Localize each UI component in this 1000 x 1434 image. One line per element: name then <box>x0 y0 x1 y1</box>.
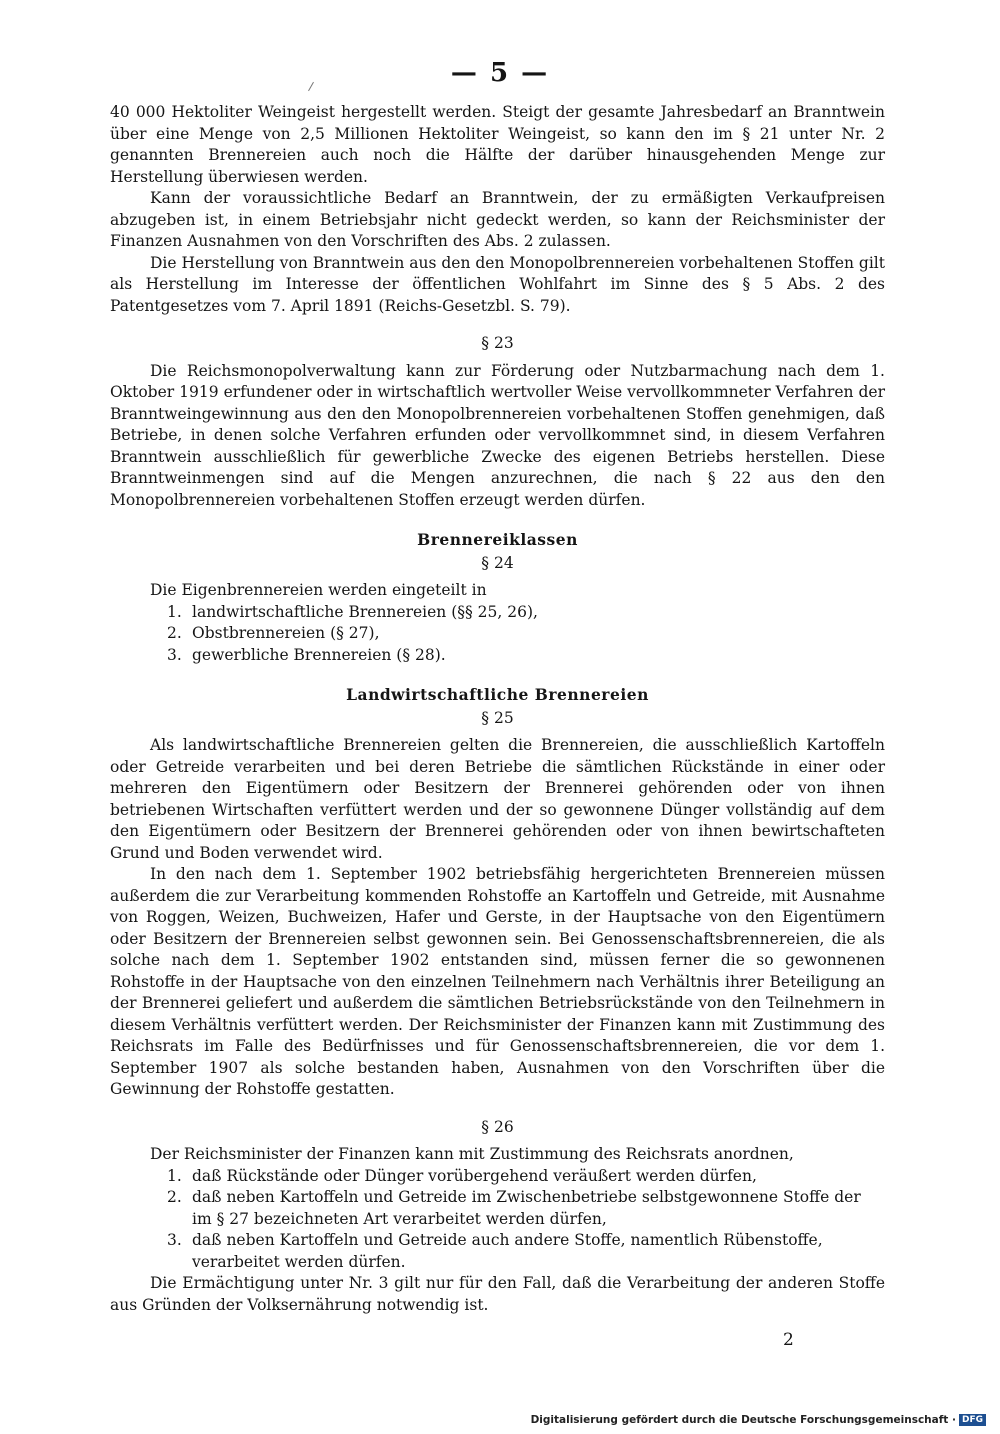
section-26-intro: Der Reichsminister der Finanzen kann mit Zustimmung des Reichsrats anordnen, <box>150 1145 794 1163</box>
section-24-list <box>110 602 885 667</box>
list-item: 2. daß neben Kartoffeln und Getreide im Zwischenbetriebe selbstgewonnene Stoffe der im § 27 bezeichneten Art verarbeitet werden dürfen, <box>167 1188 861 1228</box>
section-25-paragraph-2: In den nach dem 1. September 1902 betriebsfähig hergerichteten Brennereien müssen außerdem die zur Verarbeitung kommenden Rohstoffe an Kartoffeln und Getreide, mit Ausnahme von Roggen, Weizen, Buchweizen, Hafer und Gerste, in der Hauptsache von den Eigentümern oder Besitzern der Brennereien selbst gewonnen sein. Bei Genossenschaftsbrennereien, die als solche nach dem 1. September 1902 entstanden sind, müssen ferner die so gewonnenen Rohstoffe in der Hauptsache von den einzelnen Teilnehmern nach Verhältnis ihrer Beteiligung an der Brennerei geliefert und außerdem die sämtlichen Betriebsrückstände von den Teilnehmern in diesem Verhältnis verfüttert werden. Der Reichsminister der Finanzen kann mit Zustimmung des Reichsrats im Falle des Bedürfnisses und für Genossenschaftsbrennereien, die vor dem 1. September 1907 als solche bestanden haben, Ausnahmen von den Vorschriften über die Gewinnung der Rohstoffe gestatten. <box>110 865 885 1098</box>
section-24-intro: Die Eigenbrennereien werden eingeteilt in <box>150 581 487 599</box>
section-26-list <box>110 1166 885 1274</box>
heading-landwirtschaftliche: Landwirtschaftliche Brennereien <box>346 685 649 704</box>
section-25-title: § 25 <box>481 708 514 727</box>
footer-text: Digitalisierung gefördert durch die Deutsche Forschungsgemeinschaft · <box>530 1414 956 1426</box>
section-26-title: § 26 <box>481 1117 514 1136</box>
section-26-closing: Die Ermächtigung unter Nr. 3 gilt nur für den Fall, daß die Verarbeitung der anderen Stoffe aus Gründen der Volksernährung notwendig ist. <box>110 1274 885 1314</box>
section-24-title: § 24 <box>481 553 514 572</box>
list-item: 1. daß Rückstände oder Dünger vorübergehend veräußert werden dürfen, <box>167 1166 757 1185</box>
dfg-logo-icon: DFG <box>959 1414 986 1426</box>
digitization-footer <box>531 1414 986 1426</box>
sheet-number: 2 <box>783 1330 794 1350</box>
list-item: 1. landwirtschaftliche Brennereien (§§ 25, 26), <box>167 602 538 621</box>
paragraph-herstellung: Die Herstellung von Branntwein aus den den Monopolbrennereien vorbehaltenen Stoffen gilt als Herstellung im Interesse der öffentlichen Wohlfahrt im Sinne des § 5 Abs. 2 des Patentgesetzes vom 7. April 1891 (Reichs-Gesetzbl. S. 79). <box>110 253 885 315</box>
heading-brennereiklassen: Brennereiklassen <box>417 530 578 549</box>
paragraph-bedarf: Kann der voraussichtliche Bedarf an Branntwein, der zu ermäßigten Verkaufpreisen abzugeben ist, in einem Betriebsjahr nicht gedeckt werden, so kann der Reichsminister der Finanzen Ausnahmen von den Vorschriften des Abs. 2 zulassen. <box>110 189 885 250</box>
paragraph-continuation: 40 000 Hektoliter Weingeist hergestellt werden. Steigt der gesamte Jahresbedarf an Branntwein über eine Menge von 2,5 Millionen Hektoliter Weingeist, so kann den im § 21 unter Nr. 2 genannten Brennereien auch noch die Hälfte der darüber hinausgehenden Menge zur Herstellung überwiesen werden. <box>110 103 885 186</box>
document-body <box>110 102 885 1316</box>
section-23-text: Die Reichsmonopolverwaltung kann zur Förderung oder Nutzbarmachung nach dem 1. Oktober 1919 erfundener oder in wirtschaftlich wertvoller Weise vervollkommneter Verfahren der Branntweingewinnung aus den den Monopolbrennereien vorbehaltenen Stoffen genehmigen, daß Betriebe, in denen solche Verfahren erfunden oder vervollkommnet sind, in diesem Verfahren Branntwein ausschließlich für gewerbliche Zwecke des eigenen Betriebs herstellen. Diese Branntweinmengen sind auf die Mengen anzurechnen, die nach § 22 aus den den Monopolbrennereien vorbehaltenen Stoffen erzeugt werden dürfen. <box>110 361 885 509</box>
list-item: 3. daß neben Kartoffeln und Getreide auch andere Stoffe, namentlich Rübenstoffe, verarbeitet werden dürfen. <box>167 1231 823 1271</box>
page-number-header: — 5 — <box>450 58 550 88</box>
section-25-paragraph-1: Als landwirtschaftliche Brennereien gelten die Brennereien, die ausschließlich Kartoffeln oder Getreide verarbeiten und bei deren Betriebe die sämtlichen Rückstände in einer oder mehreren den Eigentümern oder Besitzern der Brennerei gehörenden oder von ihnen betriebenen Wirtschaften verfüttert werden und der so gewonnene Dünger vollständig auf dem den Eigentümern oder Besitzern der Brennerei gehörenden oder von ihnen bewirtschafteten Grund und Boden verwendet wird. <box>110 736 885 862</box>
list-item: 2. Obstbrennereien (§ 27), <box>167 624 380 642</box>
section-23-title: § 23 <box>481 334 514 352</box>
list-item: 3. gewerbliche Brennereien (§ 28). <box>167 645 446 664</box>
